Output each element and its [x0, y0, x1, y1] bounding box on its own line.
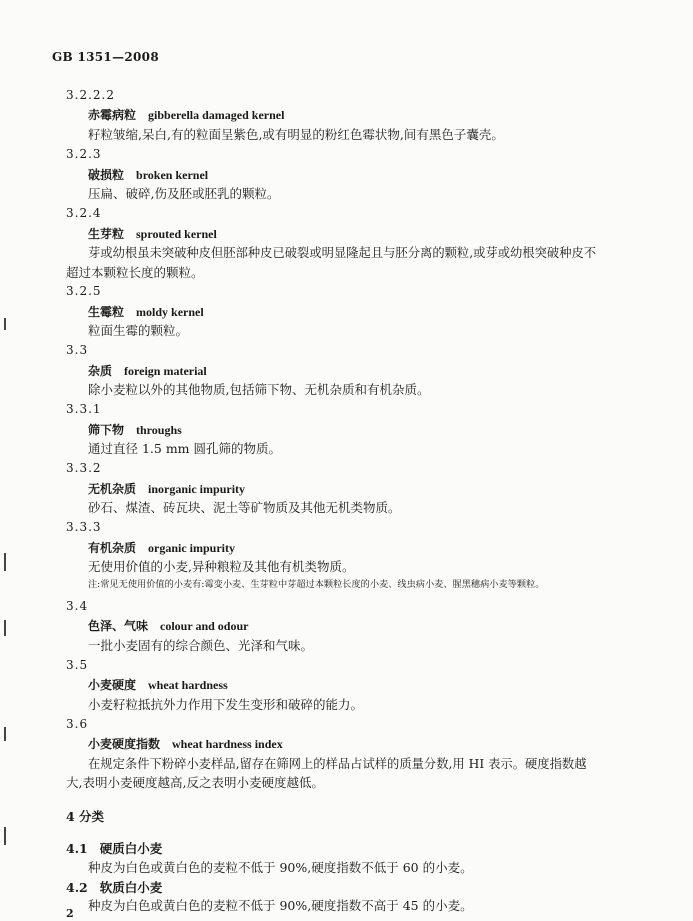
term-zh: 小麦硬度指数 — [88, 737, 161, 751]
term — [88, 539, 235, 556]
page-number: 2 — [66, 907, 74, 920]
term-zh: 小麦硬度 — [88, 678, 137, 692]
definition: 芽或幼根虽未突破种皮但胚部种皮已破裂或明显隆起且与胚分离的颗粒,或芽或幼根突破种皮不 — [88, 246, 597, 260]
clause-number: 3.3 — [66, 343, 89, 357]
term-en: foreign material — [124, 364, 207, 378]
term — [88, 617, 248, 634]
scan-mark — [4, 318, 6, 330]
subsection-title: 软质白小麦 — [99, 880, 163, 895]
term-zh: 生霉粒 — [88, 305, 125, 319]
definition-continued: 大,表明小麦硬度越高,反之表明小麦硬度越低。 — [66, 775, 324, 790]
term-en: wheat hardness index — [172, 737, 283, 751]
term-en: gibberella damaged kernel — [148, 108, 285, 122]
definition: 在规定条件下粉碎小麦样品,留存在筛网上的样品占试样的质量分数,用 HI 表示。硬度指数越 — [88, 757, 587, 771]
scan-mark — [4, 620, 6, 636]
clause-number: 3.2.2.2 — [66, 88, 115, 102]
definition: 砂石、煤渣、砖瓦块、泥土等矿物质及其他无机类物质。 — [88, 500, 401, 515]
clause-number: 3.2.3 — [66, 147, 102, 161]
scan-mark — [4, 727, 6, 741]
definition: 种皮为白色或黄白色的麦粒不低于 90%,硬度指数不高于 45 的小麦。 — [88, 898, 473, 913]
scan-mark — [4, 553, 6, 571]
term — [88, 303, 204, 320]
term-en: throughs — [136, 423, 182, 437]
subsection-heading — [66, 878, 162, 896]
clause-number: 3.3.1 — [66, 402, 102, 416]
term-en: sprouted kernel — [136, 227, 217, 241]
subsection-heading — [66, 839, 162, 857]
term-en: moldy kernel — [136, 305, 204, 319]
term-en: inorganic impurity — [148, 482, 246, 496]
subsection-number: 4.1 — [66, 841, 88, 856]
clause-number: 3.5 — [66, 658, 89, 672]
subsection-title: 硬质白小麦 — [99, 841, 163, 856]
term-en: broken kernel — [136, 168, 209, 182]
term-zh: 杂质 — [88, 364, 113, 378]
term-zh: 赤霉病粒 — [88, 108, 137, 122]
term-zh: 有机杂质 — [88, 541, 137, 555]
clause-number: 3.3.3 — [66, 520, 102, 534]
term — [88, 480, 245, 497]
term-zh: 色泽、气味 — [88, 619, 149, 633]
definition: 种皮为白色或黄白色的麦粒不低于 90%,硬度指数不低于 60 的小麦。 — [88, 860, 473, 875]
section-heading: 4 分类 — [66, 809, 105, 824]
definition: 小麦籽粒抵抗外力作用下发生变形和破碎的能力。 — [88, 697, 364, 712]
definition: 粒面生霉的颗粒。 — [88, 323, 189, 338]
term-en: organic impurity — [148, 541, 236, 555]
clause-number: 3.2.4 — [66, 206, 102, 220]
definition: 籽粒皱缩,呆白,有的粒面呈紫色,或有明显的粉红色霉状物,间有黑色子囊壳。 — [88, 127, 504, 142]
clause-number: 3.4 — [66, 599, 89, 613]
term — [88, 362, 207, 379]
note: 注:常见无使用价值的小麦有:霉变小麦、生芽粒中芽超过本颗粒长度的小麦、线虫病小麦、腥黑穗病小麦等颗粒。 — [88, 579, 545, 590]
definition: 压扁、破碎,伤及胚或胚乳的颗粒。 — [88, 186, 280, 201]
term — [88, 166, 208, 183]
term-zh: 筛下物 — [88, 423, 125, 437]
term — [88, 225, 217, 242]
clause-number: 3.3.2 — [66, 461, 102, 475]
definition: 除小麦粒以外的其他物质,包括筛下物、无机杂质和有机杂质。 — [88, 382, 430, 397]
term — [88, 735, 283, 752]
standard-header: GB 1351—2008 — [52, 50, 159, 64]
clause-number: 3.6 — [66, 717, 89, 731]
term-en: colour and odour — [160, 619, 249, 633]
term-en: wheat hardness — [148, 678, 228, 692]
term-zh: 无机杂质 — [88, 482, 137, 496]
definition-continued: 超过本颗粒长度的颗粒。 — [66, 265, 204, 280]
definition: 一批小麦固有的综合颜色、光泽和气味。 — [88, 638, 314, 653]
definition: 通过直径 1.5 mm 圆孔筛的物质。 — [88, 441, 282, 456]
term-zh: 生芽粒 — [88, 227, 125, 241]
term — [88, 106, 284, 123]
term — [88, 676, 228, 693]
definition: 无使用价值的小麦,异种粮粒及其他有机类物质。 — [88, 559, 355, 574]
term-zh: 破损粒 — [88, 168, 125, 182]
subsection-number: 4.2 — [66, 880, 88, 895]
term — [88, 421, 182, 438]
clause-number: 3.2.5 — [66, 284, 102, 298]
scan-mark — [4, 827, 6, 845]
